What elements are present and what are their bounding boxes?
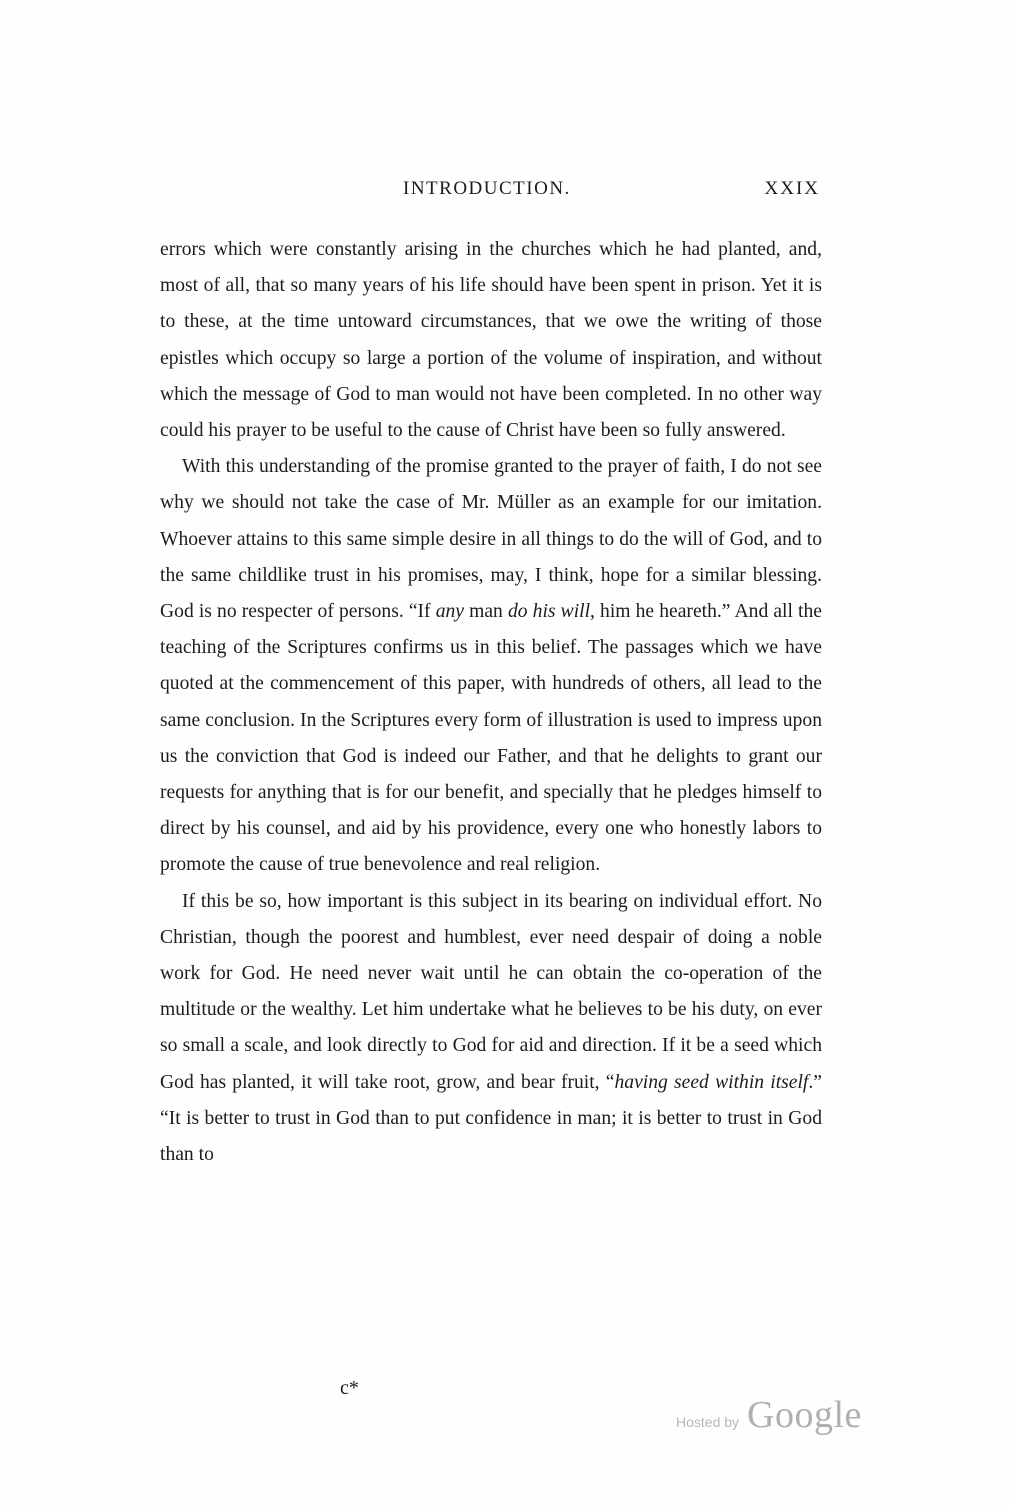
signature-mark: c* — [340, 1377, 359, 1399]
google-logo: Google — [747, 1394, 862, 1436]
hosted-by-label: Hosted by — [676, 1414, 740, 1430]
hosted-by-watermark — [676, 1393, 862, 1439]
emphasis-having-seed: having seed within itself — [614, 1071, 809, 1093]
paragraph-2-text-b: man — [464, 601, 508, 623]
paragraph-3-text-a: If this be so, how important is this subject in its bearing on individual effort. No Christian, though the poorest and humblest, ever need despair of doing a noble work for God. He need never wait until he can obtain the co-operation of the multitude or the wealthy. Let him undertake what he believes to be his duty, on ever so small a scale, and look directly to God for aid and direction. If it be a seed which God has planted, it will take root, grow, and bear fruit, “ — [160, 890, 822, 1093]
emphasis-do-his-will: do his will — [507, 601, 591, 623]
paragraph-1: errors which were constantly arising in the churches which he had planted, and, most of all, that so many years of his life should have been spent in prison. Yet it is to these, at the time untoward circumstances, that we owe the writing of those epistles which occupy so large a portion of the volume of inspiration, and without which the message of God to man would not have been completed. In no other way could his prayer to be useful to the cause of Christ have been so fully answered. — [160, 239, 822, 442]
emphasis-any: any — [435, 601, 464, 623]
paragraph-2 — [160, 449, 822, 883]
body-text — [160, 232, 822, 1173]
paragraph-2-text-a: With this understanding of the promise granted to the prayer of faith, I do not see why we should not take the case of Mr. Müller as an example for our imitation. Whoever attains to this same simple desire in all things to do the will of God, and to the same childlike trust in his promises, may, I think, hope for a similar blessing. God is no respecter of persons. “If — [160, 456, 822, 623]
paragraph-3 — [160, 884, 822, 1174]
running-header — [160, 178, 820, 208]
running-title: INTRODUCTION. — [403, 178, 571, 199]
paragraph-2-text-c: , him he heareth.” And all the teaching of the Scriptures confirms us in this belief. The passages which we have quoted at the commencement of this paper, with hundreds of others, all lead to the same conclusion. In the Scriptures every form of illustration is used to impress upon us the conviction that God is indeed our Father, and that he delights to grant our requests for anything that is for our benefit, and specially that he pledges himself to direct by his counsel, and aid by his providence, every one who honestly labors to promote the cause of true benevolence and real religion. — [160, 601, 822, 876]
paragraph-3-text-b: .” “It is better to trust in God than to put confidence in man; it is better to trust in God than to — [160, 1071, 822, 1166]
page-number: XXIX — [764, 178, 820, 199]
